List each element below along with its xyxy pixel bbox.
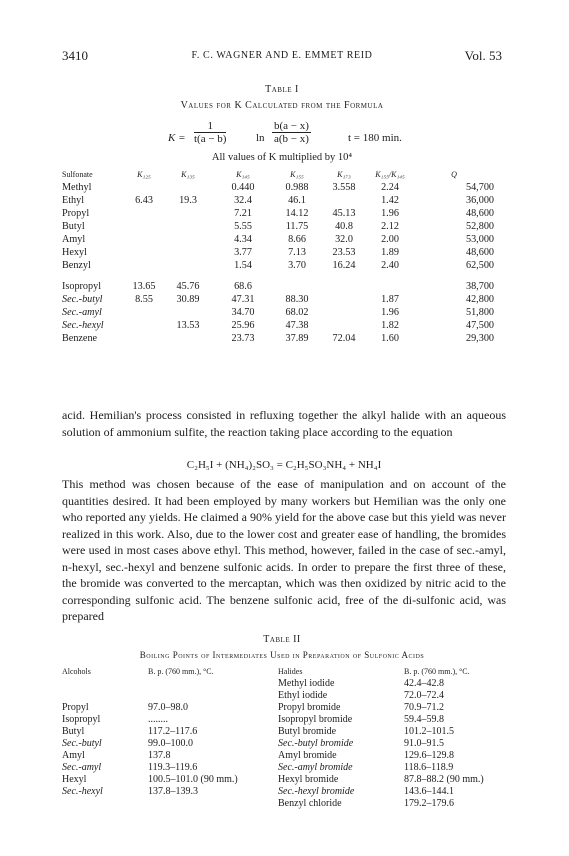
table-cell: 62,500 [465,260,494,271]
table-cell: 87.8–88.2 (90 mm.) [404,774,484,785]
table-cell: 97.0–98.0 [148,702,188,713]
table-cell [322,280,366,293]
table-cell: 47.31 [231,294,255,305]
column-header: B. p. (760 mm.), °C. [148,667,214,676]
table-cell: 25.96 [231,320,255,331]
table-row [62,774,504,786]
table-cell: 137.8 [148,750,171,761]
table-cell: Propyl [62,702,89,713]
table-cell: 1.89 [381,247,399,258]
table-cell: 23.73 [231,333,255,344]
table-cell: Sec.-butyl bromide [278,738,354,749]
table-cell: 2.12 [381,221,399,232]
column-header: K₁₅₅/K₁₄₅ [375,170,405,179]
table-cell [148,690,278,702]
formula-fraction-1 [194,120,226,145]
table-cell: 118.6–118.9 [404,762,454,773]
table-cell: 1.87 [381,294,399,305]
table-cell: 88.30 [285,294,309,305]
table-row [62,246,494,259]
table2-label: Table II [263,634,301,645]
table-row [62,280,494,293]
table-cell: 8.66 [288,234,306,245]
table-row [62,762,504,774]
table-cell [162,332,214,345]
table-cell: Isopropyl [62,714,101,725]
table-cell: 36,000 [465,195,494,206]
table-cell: 4.34 [234,234,252,245]
table-cell [322,319,366,332]
table-cell: 30.89 [176,294,200,305]
table-cell: 47.38 [285,320,309,331]
table-cell: 3.558 [332,182,356,193]
table-cell: Sec.-amyl [62,762,102,773]
table-cell: Sec.-hexyl [62,786,103,797]
table1-label: Table I [265,84,299,95]
table-cell [62,678,148,690]
table-cell: Propyl bromide [278,702,341,713]
table-cell: 0.988 [285,182,309,193]
column-header: K₁₄₅ [236,170,250,179]
table-cell [126,246,162,259]
table-row [62,678,504,690]
group-spacer [62,272,494,280]
table-row [62,786,504,798]
table-cell [126,233,162,246]
table-cell: 100.5–101.0 (90 mm.) [148,774,238,785]
table-cell [322,194,366,207]
formula-fraction-2 [272,120,311,145]
table-cell [322,306,366,319]
table-cell: Ethyl iodide [278,690,328,701]
table-cell: 1.96 [381,307,399,318]
table-cell: 59.4–59.8 [404,714,444,725]
table-cell: ........ [148,714,168,725]
table-cell: Benzyl [62,260,91,271]
table-cell: 179.2–179.6 [404,798,454,809]
table-cell [162,207,214,220]
table-cell: 7.21 [234,208,252,219]
table-cell [126,220,162,233]
table-cell: 129.6–129.8 [404,750,454,761]
table-cell: 2.24 [381,182,399,193]
table-cell: Isopropyl bromide [278,714,353,725]
table-row [62,220,494,233]
table-cell: 99.0–100.0 [148,738,193,749]
table-cell [272,280,322,293]
table-cell: Sec.-butyl [62,738,102,749]
table-row [62,259,494,272]
formula-lhs: K = [168,132,186,144]
table-cell: 19.3 [179,195,197,206]
table-cell: 8.55 [135,294,153,305]
volume-label: Vol. 53 [464,48,502,63]
table-cell: Sec.-amyl [62,307,102,318]
table-cell: 40.8 [335,221,353,232]
table-cell: 34.70 [231,307,255,318]
table-cell: Propyl [62,208,90,219]
table-cell [322,293,366,306]
rate-constants-table [62,168,494,345]
table-row [62,702,504,714]
running-head-authors: F. C. WAGNER AND E. EMMET REID [191,50,373,61]
table-cell: Sec.-amyl bromide [278,762,353,773]
table-cell: Isopropyl [62,281,102,292]
column-header: K₁₇₃ [337,170,351,179]
table-cell: 7.13 [288,247,306,258]
table-cell [126,259,162,272]
column-header: Sulfonate [62,170,93,179]
table-cell [148,798,278,810]
table-cell: Sec.-butyl [62,294,103,305]
table-cell: 32.4 [234,195,252,206]
table-cell: 23.53 [332,247,356,258]
table-cell: 53,000 [465,234,494,245]
table-cell: 143.6–144.1 [404,786,454,797]
table-cell: 1.82 [381,320,399,331]
column-header: K₁₃₅ [181,170,195,179]
table-cell [162,220,214,233]
table-cell [126,207,162,220]
table-cell: Sec.-hexyl bromide [278,786,355,797]
table-cell: Amyl bromide [278,750,337,761]
table-cell [162,259,214,272]
table-cell [162,306,214,319]
table-cell: Hexyl bromide [278,774,339,785]
column-header: K₁₂₅ [137,170,151,179]
table-cell: 117.2–117.6 [148,726,198,737]
table-row [62,714,504,726]
table-row [62,233,494,246]
table-row [62,798,504,810]
paragraph-hemilian-process: acid. Hemilian's process consisted in refluxing together the alkyl halide with an aqueous solution of ammonium sulfite, the reaction taking place according to the equation [62,408,506,439]
table-cell: Benzyl chloride [278,798,342,809]
table-cell: 51,800 [465,307,494,318]
table-row [62,750,504,762]
formula-frac1-den: t(a − b) [194,133,227,145]
table-cell: 68.02 [285,307,309,318]
table-cell: 0.440 [231,182,255,193]
table-cell: 13.65 [132,281,156,292]
table-cell [126,306,162,319]
table2-title: Boiling Points of Intermediates Used in Preparation of Sulfonic Acids [139,650,425,660]
table-cell: 1.96 [381,208,399,219]
table-row [62,690,504,702]
table-cell [366,280,414,293]
table-cell: 1.42 [381,195,399,206]
table-cell [62,690,148,702]
table-cell: 11.75 [285,221,309,232]
formula-time: t = 180 min. [348,132,402,144]
table-cell: 54,700 [465,182,494,193]
column-header: Alcohols [62,667,91,676]
table-cell: Ethyl [62,195,85,206]
table-cell: 1.60 [381,333,399,344]
table-cell: Hexyl [62,774,87,785]
table-cell [126,319,162,332]
table-cell: 3.77 [234,247,252,258]
boiling-points-table [62,666,504,810]
table-cell: Methyl [62,182,92,193]
table-cell: 101.2–101.5 [404,726,454,737]
table-cell: Sec.-hexyl [62,320,104,331]
column-header: Halides [278,667,303,676]
table-cell: 14.12 [285,208,309,219]
table-row [62,738,504,750]
table-cell: 42.4–42.8 [404,678,444,689]
table-row [62,181,494,194]
table-cell: 72.04 [332,333,356,344]
table-row [62,726,504,738]
table-cell: 16.24 [332,260,356,271]
column-header: K₁₅₅ [290,170,304,179]
table-cell: Benzene [62,333,98,344]
table-cell: 1.54 [234,260,252,271]
table-cell: Amyl [62,750,85,761]
sulfite-equation: C₂H₅I + (NH₄)₂SO₃ = C₂H₅SO₃NH₄ + NH₄I [186,459,382,471]
table-cell: 32.0 [335,234,353,245]
table1-note: All values of K multiplied by 10⁴ [211,152,353,163]
table-row [62,319,494,332]
formula-frac2-den: a(b − x) [274,133,309,145]
table-cell [162,246,214,259]
table-cell: 91.0–91.5 [404,738,444,749]
table-cell: Amyl [62,234,86,245]
table-cell: 47,500 [465,320,494,331]
table-cell: 48,600 [465,208,494,219]
formula-frac2-num: b(a − x) [274,120,309,132]
table-cell: 6.43 [135,195,153,206]
table-cell: Butyl bromide [278,726,337,737]
table-cell: 5.55 [234,221,252,232]
table-cell: 29,300 [465,333,494,344]
table-row [62,207,494,220]
table-cell [162,233,214,246]
table-cell: Methyl iodide [278,678,335,689]
table-cell: 3.70 [288,260,306,271]
table-row [62,306,494,319]
formula-frac1-num: 1 [194,120,226,133]
table-cell: 45.13 [332,208,356,219]
table-cell [148,678,278,690]
table-cell: 2.00 [381,234,399,245]
table-row [62,332,494,345]
table-cell: Butyl [62,726,85,737]
table-cell: 72.0–72.4 [404,690,444,701]
table-cell [126,181,162,194]
table-cell: 52,800 [465,221,494,232]
table-cell [162,181,214,194]
table-cell: 46.1 [288,195,306,206]
table-cell: 68.6 [234,281,252,292]
table-cell: Butyl [62,221,85,232]
table-cell: 37.89 [285,333,309,344]
formula-ln: ln [256,132,265,144]
table-row [62,194,494,207]
column-header: Q [451,170,457,179]
table1-title: Values for K Calculated from the Formula [180,100,384,111]
table-cell: 45.76 [176,281,200,292]
column-header: B. p. (760 mm.), °C. [404,667,470,676]
table-cell: 70.9–71.2 [404,702,444,713]
table-cell: 48,600 [465,247,494,258]
paragraph-method-discussion: This method was chosen because of the ease of manipulation and on account of the quantities desired. It had been employed by many workers but Hemilian was the only one who reported any yields. He claimed a 90% yield for the above case but this yield was never realized in this work. Also, due to the lower cost and greater ease of handling, the bromides were used in most cases above ethyl. This method, however, failed in the case of sec.-amyl, n-hexyl, sec.-hexyl and benzene sulfonic acids. In order to prepare the first three of these, the bromide was converted to the mercaptan, which was then oxidized by nitric acid to the corresponding sulfonic acid. The benzene sulfonic acid, free of the di-sulfonic acid, was prepared [62,477,506,623]
table-cell: Hexyl [62,247,87,258]
table-cell: 13.53 [176,320,200,331]
running-header [62,48,502,64]
table-cell [62,798,148,810]
table-cell: 2.40 [381,260,399,271]
table-cell: 137.8–139.3 [148,786,198,797]
page-number: 3410 [62,48,88,63]
table-cell: 119.3–119.6 [148,762,198,773]
table-row [62,293,494,306]
table-cell: 42,800 [465,294,494,305]
table-cell: 38,700 [465,281,494,292]
table-cell [126,332,162,345]
